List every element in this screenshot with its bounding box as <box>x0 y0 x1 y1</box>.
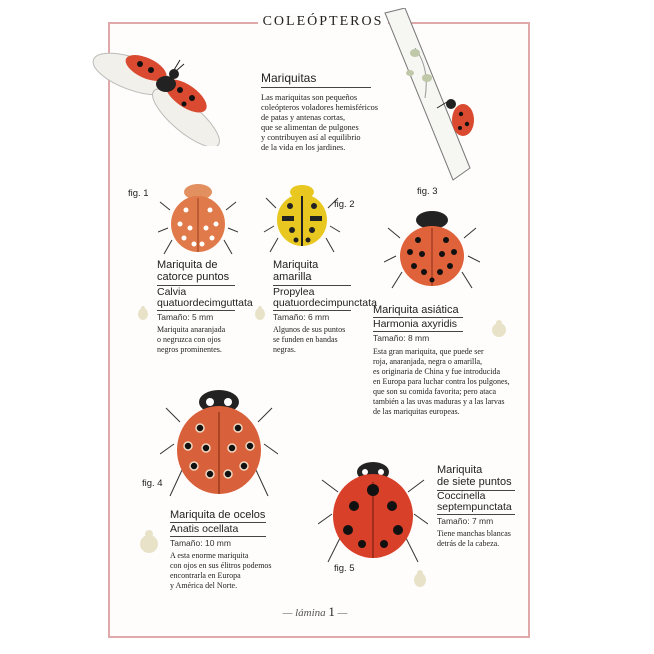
fig-5-label: fig. 5 <box>334 563 355 574</box>
fig-4-ladybug <box>160 374 278 504</box>
fig-4-description: A esta enorme mariquita con ojos en sus élitros podemos encontrarla en Europa y América del Norte. <box>170 551 272 590</box>
fig-4-label: fig. 4 <box>142 478 163 489</box>
fig-5-rule-2 <box>437 514 515 515</box>
fig-3-rule-2 <box>373 331 463 332</box>
flying-ladybug-illustration <box>88 26 228 146</box>
fig-1-scientific-name: Calvia quatuordecimguttata <box>157 286 253 309</box>
fig-1-size: Tamaño: 5 mm <box>157 312 214 322</box>
ladybug-on-branch-illustration <box>375 8 485 183</box>
fig-2-scientific-name: Propylea quatuordecimpunctata <box>273 286 377 309</box>
fig-4-scientific-name: Anatis ocellata <box>170 523 239 535</box>
fig-2-rule-2 <box>273 310 351 311</box>
fig-1-ladybug <box>158 170 238 260</box>
intro-rule <box>261 87 371 88</box>
fig-1-description: Mariquita anaranjada o negruzca con ojos negros prominentes. <box>157 325 226 354</box>
fig-3-ladybug <box>384 198 480 294</box>
footer-label: lámina <box>295 607 326 619</box>
fig-5-size: Tamaño: 7 mm <box>437 516 494 526</box>
fig-4-rule-2 <box>170 536 266 537</box>
intro-text: Las mariquitas son pequeños coleópteros voladores hemisféricos de patas y antenas cortas, que se alimentan de pulgones y contribuyen así al equilibrio de la vida en los jardines. <box>261 93 379 152</box>
intro-heading: Mariquitas <box>261 71 317 85</box>
fig-1-common-name: Mariquita de catorce puntos <box>157 259 230 283</box>
fig-3-size: Tamaño: 8 mm <box>373 333 430 343</box>
page-footer: — lámina 1 — <box>282 604 348 619</box>
fig-3-description: Esta gran mariquita, que puede ser roja, anaranjada, negra o amarilla, es originaria de China y fue introducida en Europa para luchar contra los pulgones, que son su comida favorita; pero ataca también a las uvas maduras y a las larvas de las mariquitas europeas. <box>373 347 510 416</box>
fig-5-common-name: Mariquita de siete puntos <box>437 464 512 488</box>
fig-5-scientific-name: Coccinella septempunctata <box>437 490 512 513</box>
fig-5-ladybug <box>318 450 428 566</box>
fig-1-rule-2 <box>157 310 235 311</box>
fig-4-size: Tamaño: 10 mm <box>170 538 231 548</box>
footer-number: 1 <box>328 604 335 619</box>
fig-2-size: Tamaño: 6 mm <box>273 312 330 322</box>
page-title: COLEÓPTEROS <box>258 14 388 30</box>
beetle-silhouette-icon <box>490 320 508 338</box>
fig-5-description: Tiene manchas blancas detrás de la cabeza. <box>437 529 511 548</box>
fig-2-ladybug <box>262 172 342 256</box>
beetle-silhouette-icon <box>138 530 160 554</box>
fig-3-scientific-name: Harmonia axyridis <box>373 318 458 330</box>
fig-2-common-name: Mariquita amarilla <box>273 259 319 283</box>
beetle-silhouette-icon <box>412 570 428 588</box>
fig-1-label: fig. 1 <box>128 188 149 199</box>
fig-4-common-name: Mariquita de ocelos <box>170 509 266 521</box>
beetle-silhouette-icon <box>137 306 149 320</box>
fig-2-description: Algunos de sus puntos se funden en bandas negras. <box>273 325 346 354</box>
fig-2-label: fig. 2 <box>334 199 355 210</box>
beetle-silhouette-icon <box>254 306 266 320</box>
fig-3-common-name: Mariquita asiática <box>373 304 459 316</box>
fig-3-label: fig. 3 <box>417 186 438 197</box>
